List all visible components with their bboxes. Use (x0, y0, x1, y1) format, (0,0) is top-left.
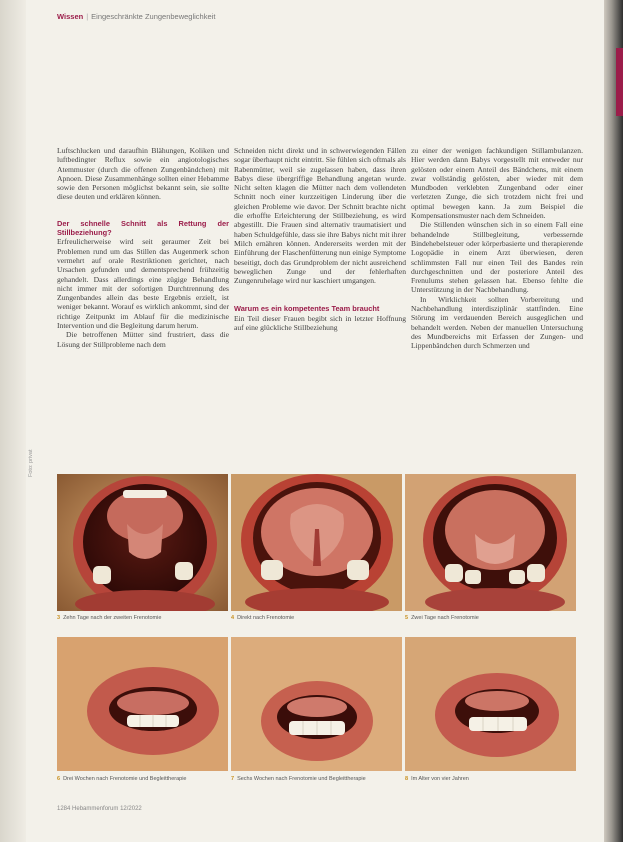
subheading: Der schnelle Schnitt als Rettung der Stillbeziehung? (57, 218, 229, 238)
paragraph: Erfreulicherweise wird seit geraumer Zeit bei Problemen rund um das Stillen das Augenmerk schon vermehrt auf orale Restriktionen gerichtet, nach Ursachen gefunden und dementsprechend frühzeitig gehandelt. Dass allerdings eine zügige Behandlung nicht immer mit der sofortigen Durchtrennung des Zungenbandes allein das beste Ergebnis erzielt, ist weniger bekannt. Worauf es wirklich ankommt, sind der richtige Zeitpunkt im Ablauf für die medizinische Intervention und die Begleitung darum herum. (57, 237, 229, 331)
text-column-3 (411, 146, 583, 351)
caption-text: Direkt nach Frenotomie (237, 615, 295, 621)
photo-8 (405, 637, 576, 771)
photo-7 (231, 637, 402, 771)
text-column-1 (57, 146, 229, 349)
caption-text: Sechs Wochen nach Frenotomie und Begleittherapie (237, 776, 366, 782)
photo-7-image (231, 637, 402, 771)
caption-number: 6 (57, 776, 61, 782)
caption-text: Drei Wochen nach Frenotomie und Begleittherapie (63, 776, 187, 782)
paragraph: Die Stillenden wünschen sich in so einem Fall eine behandelnde Stillbegleitung, verbessernde Bindehebelsteuer oder körperbasierte und therapierende Logopädie in einem Arzt überwiesen, deren schlimmsten Fall nur einen Teil des Bandes rein durchgeschnitten und der posteriore Anteil des Frenulums stehen gelassen hat. Ebenso fehlte die Unterstützung in der Nachbehandlung. (411, 220, 583, 295)
photo-6-image (57, 637, 228, 771)
caption-3 (57, 615, 161, 622)
section-name: Wissen (57, 12, 84, 21)
caption-number: 5 (405, 615, 409, 621)
photo-6 (57, 637, 228, 771)
paragraph: Die betroffenen Mütter sind frustriert, dass die Lösung der Stillprobleme nach dem (57, 330, 229, 349)
caption-number: 8 (405, 776, 409, 782)
magazine-name: Hebammenforum (72, 806, 119, 812)
issue-number: 12/2022 (120, 806, 142, 812)
caption-number: 4 (231, 615, 235, 621)
page-gutter (0, 0, 26, 842)
photo-3 (57, 474, 228, 611)
paragraph: In Wirklichkeit sollten Vorbereitung und Nachbehandlung interdisziplinär stattfinden. Eine Störung im verdauenden Bereich ausgeglichen und behandelt werden. Neben der manuellen Untersuchung des Mundbereichs mit Erfassen der Zungen- und Lippenbändchen durch Schmerzen und (411, 294, 583, 351)
caption-text: Im Alter von vier Jahren (411, 776, 469, 782)
page-footer (57, 806, 142, 812)
running-head (57, 12, 215, 21)
paragraph: Ein Teil dieser Frauen begibt sich in letzter Hoffnung auf eine glückliche Stillbeziehung (234, 313, 406, 333)
caption-6 (57, 776, 186, 783)
caption-5 (405, 615, 479, 622)
caption-text: Zwei Tage nach Frenotomie (411, 615, 479, 621)
caption-number: 7 (231, 776, 235, 782)
article-topic: Eingeschränkte Zungenbeweglichkeit (91, 12, 216, 21)
text-column-2 (234, 146, 406, 332)
photo-4-image (231, 474, 402, 611)
paragraph: Luftschlucken und daraufhin Blähungen, Koliken und luftbedingter Reflux sowie ein angiotologisches Atemmuster (durch die offenen Zungenbändchen) mit Apnoen. Diese Zusammenhänge sollten einer Hebamme sowie den Personen möglichst bekannt sein, sie sollte diese deuten und erklären können. (57, 146, 229, 202)
caption-7 (231, 776, 366, 783)
caption-number: 3 (57, 615, 61, 621)
page-number: 1284 (57, 806, 71, 812)
paragraph: zu einer der wenigen fachkundigen Stillambulanzen. Hier werden dann Babys vorgestellt mit entweder nur gelösten oder einem Anteil des Bändchens, mit einem zwar vollständig gelösten, aber wieder mit dem Mundboden verklebten Zungenband oder einer verletzten Zunge, die sich trotzdem nicht frei und optimal bewegen kann. Ja zum Beispiel die Kompensationsmuster nach dem Schneiden. (411, 146, 583, 221)
photo-5-image (405, 474, 576, 611)
paragraph: Schneiden nicht direkt und in schwerwiegenden Fällen sogar überhaupt nicht eintritt. Sie fühlen sich oftmals als Rabenmütter, weil sie zugelassen haben, dass ihren Babys diese übergriffige Behandlung angetan wurde. Nicht selten klagen die Mütter nach dem vollendeten Schnitt noch einer kurzzeitigen Linderung über die gleichen Probleme wie davor. Der Schnitt brachte nicht die erhoffte Erleichterung der Stillbeziehung, es wird abgestillt. Die Frauen sind alternativ traumatisiert und haben Schuldgefühle, dass sie ihre Babys nicht mit ihrer Milch ernähren können. Andererseits werden mit der Einführung der Flaschenfütterung nun einige Symptome beseitigt, doch das Grundproblem der nicht ausreichend beweglichen Zunge und der fehlerhaften Zungenruhelage wird nur kaschiert umgangen. (234, 146, 406, 286)
photo-5 (405, 474, 576, 611)
caption-text: Zehn Tage nach der zweiten Frenotomie (63, 615, 162, 621)
section-tab (616, 48, 623, 116)
photo-credit: Foto: privat (28, 449, 34, 477)
book-spine-shadow (604, 0, 623, 842)
photo-3-image (57, 474, 228, 611)
photo-8-image (405, 637, 576, 771)
caption-4 (231, 615, 294, 622)
photo-4 (231, 474, 402, 611)
subheading: Warum es ein kompetentes Team braucht (234, 304, 380, 314)
head-separator: | (86, 12, 89, 21)
caption-8 (405, 776, 469, 783)
